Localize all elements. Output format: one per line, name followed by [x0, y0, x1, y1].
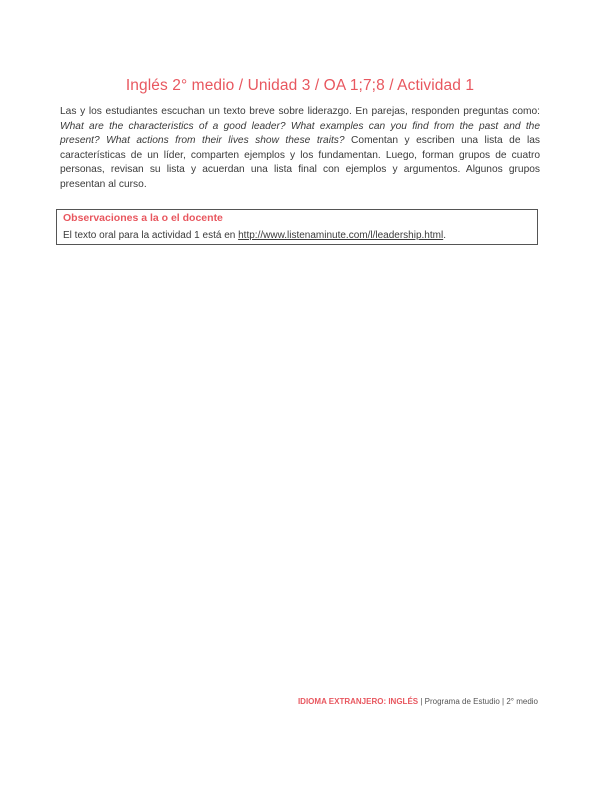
activity-rest: Comentan y escriben una lista de las características de un líder, comparten ejemplos y los fundamentan. Luego, forman grupos de cuatro personas, revisan su lista y acuerdan una lista final con ejemplos y argumentos. Algunos grupos presentan al curso. [60, 135, 540, 190]
footer-separator-1: | [418, 697, 425, 706]
footer-separator-2: | [499, 697, 507, 706]
activity-intro: Las y los estudiantes escuchan un texto breve sobre liderazgo. En parejas, responden preguntas como: [60, 106, 540, 117]
observations-prefix: El texto oral para la actividad 1 está en [63, 230, 239, 241]
page-title: Inglés 2° medio / Unidad 3 / OA 1;7;8 / Actividad 1 [125, 77, 475, 94]
observations-link[interactable]: http://www.listenaminute.com/l/leadership.html [238, 230, 444, 241]
page-footer [298, 697, 538, 706]
footer-program: Programa de Estudio [424, 697, 500, 706]
observations-suffix: . [443, 230, 446, 241]
activity-questions: What are the characteristics of a good leader? What examples can you find from the past and the present? What actions from their lives show these traits? [60, 120, 540, 147]
observations-text [63, 230, 446, 241]
activity-description [60, 105, 540, 193]
observations-title: Observaciones a la o el docente [63, 212, 223, 224]
footer-grade: 2° medio [506, 697, 538, 706]
observations-box [56, 209, 538, 245]
footer-subject: IDIOMA EXTRANJERO: INGLÉS [297, 697, 419, 706]
